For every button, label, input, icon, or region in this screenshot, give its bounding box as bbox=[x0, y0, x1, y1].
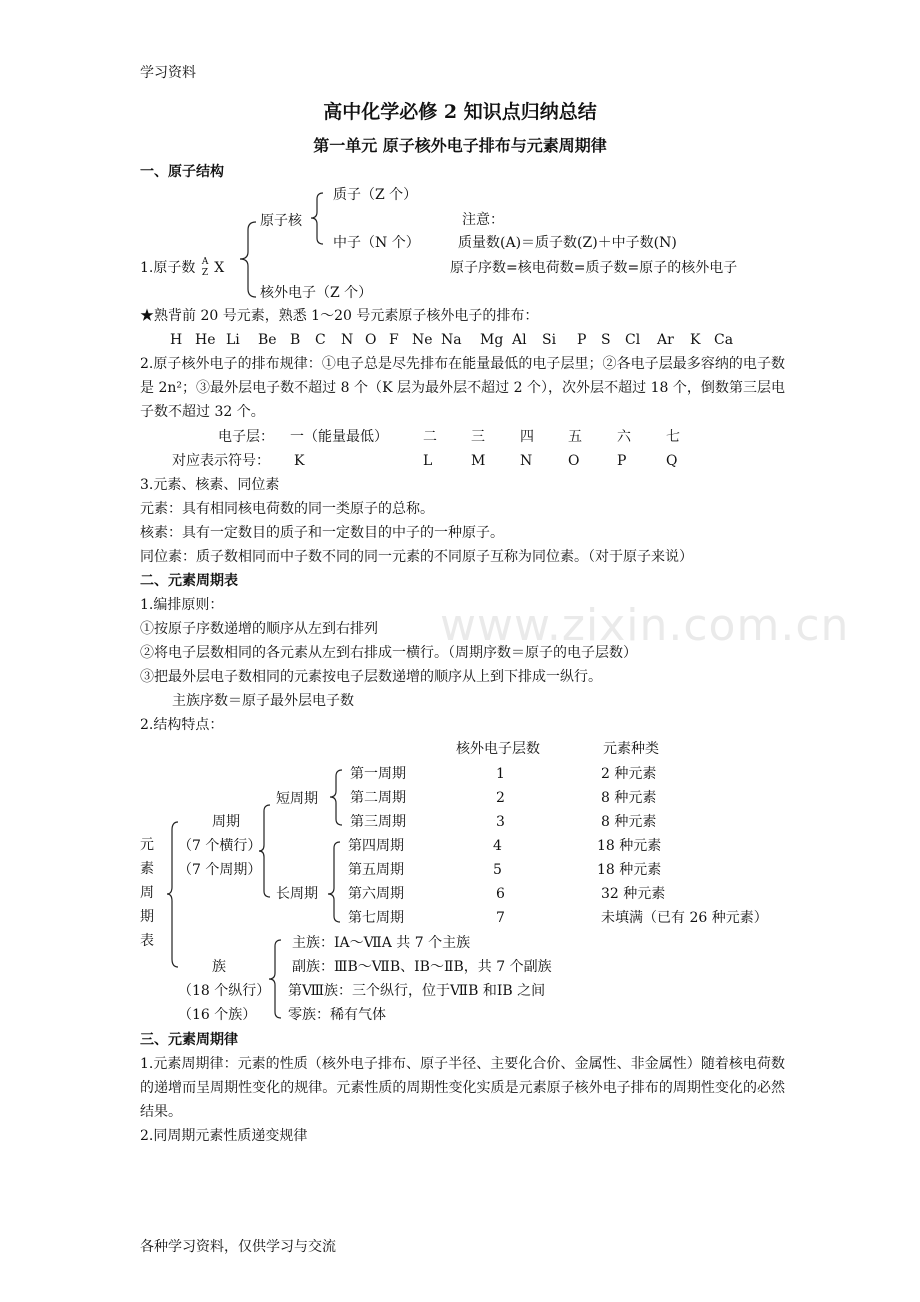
element-symbol: K bbox=[690, 332, 701, 348]
page-header: 学习资料 bbox=[140, 65, 196, 81]
group-item: 副族：ⅢB～ⅦB、ⅠB～ⅡB，共 7 个副族 bbox=[292, 959, 552, 975]
short-period-brace bbox=[328, 770, 344, 825]
shell-symbol: Q bbox=[666, 453, 678, 469]
electron-rule-paragraph: 2.原子核外电子的排布规律：①电子总是尽先排布在能量最低的电子层里；②各电子层最多容纳的电子数是 2n²；③最外层电子数不超过 8 个（K 层为最外层不超过 2 个），次外层不超过 18 个，倒数第三层电子数不超过 32 个。 bbox=[140, 356, 785, 420]
document-title: 高中化学必修 2 知识点归纳总结 bbox=[323, 101, 597, 123]
period-kinds: 18 种元素 bbox=[597, 838, 662, 854]
period-kinds: 8 种元素 bbox=[601, 790, 657, 806]
symbols-row bbox=[0, 454, 920, 470]
root-char: 表 bbox=[140, 933, 154, 949]
shell-symbol: P bbox=[617, 453, 627, 469]
shell-name: 四 bbox=[520, 429, 534, 445]
period-name: 第一周期 bbox=[350, 766, 406, 782]
period-kinds: 8 种元素 bbox=[601, 814, 657, 830]
period-brace bbox=[258, 805, 272, 897]
element-symbol-x: X bbox=[214, 260, 225, 276]
watermark: www.zixin.com.cn bbox=[440, 600, 850, 651]
shell-symbol: M bbox=[471, 453, 486, 469]
structure-heading: 2.结构特点： bbox=[140, 717, 224, 733]
mass-number-symbol: A bbox=[201, 257, 209, 267]
shell-name: 二 bbox=[423, 429, 437, 445]
proton-item: 质子（Z 个） bbox=[333, 187, 418, 203]
element-symbol: S bbox=[601, 332, 611, 348]
symbol-label: 对应表示符号： bbox=[172, 453, 270, 469]
atom-notation bbox=[140, 257, 225, 278]
period-name: 第五周期 bbox=[348, 862, 404, 878]
element-symbol: Na bbox=[441, 332, 462, 348]
electron-item: 核外电子（Z 个） bbox=[260, 285, 373, 301]
nucleus-label: 原子核 bbox=[260, 213, 302, 229]
period-name: 第二周期 bbox=[350, 790, 406, 806]
element-symbol: Ar bbox=[657, 332, 674, 348]
shell-name: 三 bbox=[471, 429, 485, 445]
principle-1: ①按原子序数递增的顺序从左到右排列 bbox=[140, 621, 378, 637]
period-layers: 7 bbox=[496, 910, 505, 926]
period-kinds: 2 种元素 bbox=[601, 766, 657, 782]
element-symbol: Mg bbox=[480, 332, 504, 348]
period-layers: 4 bbox=[493, 838, 502, 854]
element-symbol: Li bbox=[226, 332, 240, 348]
nucleus-brace bbox=[309, 193, 325, 244]
shell-symbol: O bbox=[568, 453, 580, 469]
period-kinds: 32 种元素 bbox=[601, 886, 666, 902]
section-periodic-table-heading: 二、元素周期表 bbox=[140, 573, 238, 589]
shell-name: 七 bbox=[666, 429, 680, 445]
shell-symbol: L bbox=[423, 453, 433, 469]
page-footer: 各种学习资料，仅供学习与交流 bbox=[140, 1239, 336, 1255]
root-char: 期 bbox=[140, 909, 154, 925]
definition-nuclide: 核素：具有一定数目的质子和一定数目的中子的一种原子。 bbox=[140, 525, 504, 541]
atom-brace bbox=[236, 222, 258, 297]
element-symbol: C bbox=[315, 332, 326, 348]
period-layers: 2 bbox=[496, 790, 505, 806]
element-symbol: N bbox=[341, 332, 354, 348]
element-symbol: He bbox=[195, 332, 216, 348]
element-symbol: F bbox=[389, 332, 399, 348]
root-char: 元 bbox=[140, 837, 154, 853]
period-layers: 6 bbox=[496, 886, 505, 902]
root-char: 素 bbox=[140, 861, 154, 877]
note-label: 注意： bbox=[462, 212, 504, 228]
group-label-line: （18 个纵行） bbox=[178, 983, 271, 999]
root-char: 周 bbox=[140, 885, 154, 901]
atomic-number-symbol: Z bbox=[201, 268, 209, 278]
group-label-line: （16 个族） bbox=[178, 1007, 257, 1023]
principle-3: ③把最外层电子数相同的元素按电子层数递增的顺序从上到下排成一纵行。 bbox=[140, 669, 602, 685]
period-label-line: 周期 bbox=[212, 814, 240, 830]
period-name: 第四周期 bbox=[348, 838, 404, 854]
group-item: 第Ⅷ族：三个纵行，位于ⅦB 和ⅠB 之间 bbox=[288, 983, 546, 999]
long-period-brace bbox=[326, 842, 342, 922]
atom-label: 1.原子数 bbox=[140, 260, 196, 276]
shell-symbol: K bbox=[294, 453, 305, 469]
shell-symbol: N bbox=[520, 453, 533, 469]
period-name: 第六周期 bbox=[348, 886, 404, 902]
element-symbol: Si bbox=[542, 332, 557, 348]
period-layers: 1 bbox=[496, 766, 505, 782]
period-kinds: 18 种元素 bbox=[597, 862, 662, 878]
period-name: 第三周期 bbox=[350, 814, 406, 830]
same-period-heading: 2.同周期元素性质递变规律 bbox=[140, 1128, 308, 1144]
periodic-law-paragraph: 1.元素周期律：元素的性质（核外电子排布、原子半径、主要化合价、金属性、非金属性）随着核电荷数的递增而呈周期性变化的规律。元素性质的周期性变化实质是元素原子核外电子排布的周期性变化的必然结果。 bbox=[140, 1056, 785, 1120]
element-symbol: B bbox=[290, 332, 301, 348]
shells-row bbox=[0, 430, 920, 446]
principle-4: 主族序数＝原子最外层电子数 bbox=[172, 693, 354, 709]
group-item: 零族：稀有气体 bbox=[288, 1007, 386, 1023]
element-symbol: Cl bbox=[625, 332, 641, 348]
element-symbol: Ne bbox=[412, 332, 433, 348]
group-label-line: 族 bbox=[212, 959, 226, 975]
definition-element: 元素：具有相同核电荷数的同一类原子的总称。 bbox=[140, 501, 434, 517]
element-symbol: Ca bbox=[714, 332, 734, 348]
principle-2: ②将电子层数相同的各元素从左到右排成一横行。（周期序数＝原子的电子层数） bbox=[140, 645, 637, 661]
period-name: 第七周期 bbox=[348, 910, 404, 926]
long-period-label: 长周期 bbox=[276, 886, 318, 902]
shell-name: 六 bbox=[617, 429, 631, 445]
short-period-label: 短周期 bbox=[276, 791, 318, 807]
isotope-heading: 3.元素、核素、同位素 bbox=[140, 477, 280, 493]
shell-name: 一（能量最低） bbox=[290, 429, 388, 445]
element-symbol: P bbox=[577, 332, 587, 348]
period-layers: 3 bbox=[496, 814, 505, 830]
neutron-item: 中子（N 个） bbox=[333, 235, 420, 251]
period-label-line: （7 个周期） bbox=[178, 862, 262, 878]
column-header-kinds: 元素种类 bbox=[603, 741, 659, 757]
unit-title: 第一单元 原子核外电子排布与元素周期律 bbox=[313, 136, 607, 155]
elements-row bbox=[0, 333, 920, 349]
group-item: 主族：ⅠA～ⅦA 共 7 个主族 bbox=[292, 935, 471, 951]
group-brace bbox=[267, 940, 283, 1018]
element-symbol: Be bbox=[258, 332, 277, 348]
principle-heading: 1.编排原则： bbox=[140, 597, 224, 613]
element-symbol: O bbox=[365, 332, 377, 348]
period-label-line: （7 个横行） bbox=[178, 838, 262, 854]
section-periodic-law-heading: 三、元素周期律 bbox=[140, 1032, 238, 1048]
definition-isotope: 同位素：质子数相同而中子数不同的同一元素的不同原子互称为同位素。（对于原子来说） bbox=[140, 549, 693, 565]
period-layers: 5 bbox=[493, 862, 502, 878]
note-atomic-number: 原子序数=核电荷数=质子数=原子的核外电子 bbox=[450, 260, 738, 276]
shell-name: 五 bbox=[568, 429, 582, 445]
section-atomic-structure-heading: 一、原子结构 bbox=[140, 164, 224, 180]
period-kinds: 未填满（已有 26 种元素） bbox=[601, 910, 768, 926]
note-mass-number: 质量数(A)＝质子数(Z)＋中子数(N) bbox=[458, 235, 677, 251]
column-header-layers: 核外电子层数 bbox=[456, 741, 540, 757]
memorize-note: ★熟背前 20 号元素，熟悉 1～20 号元素原子核外电子的排布： bbox=[140, 308, 539, 324]
element-symbol: H bbox=[170, 332, 183, 348]
shell-label: 电子层： bbox=[218, 429, 274, 445]
element-symbol: Al bbox=[512, 332, 527, 348]
